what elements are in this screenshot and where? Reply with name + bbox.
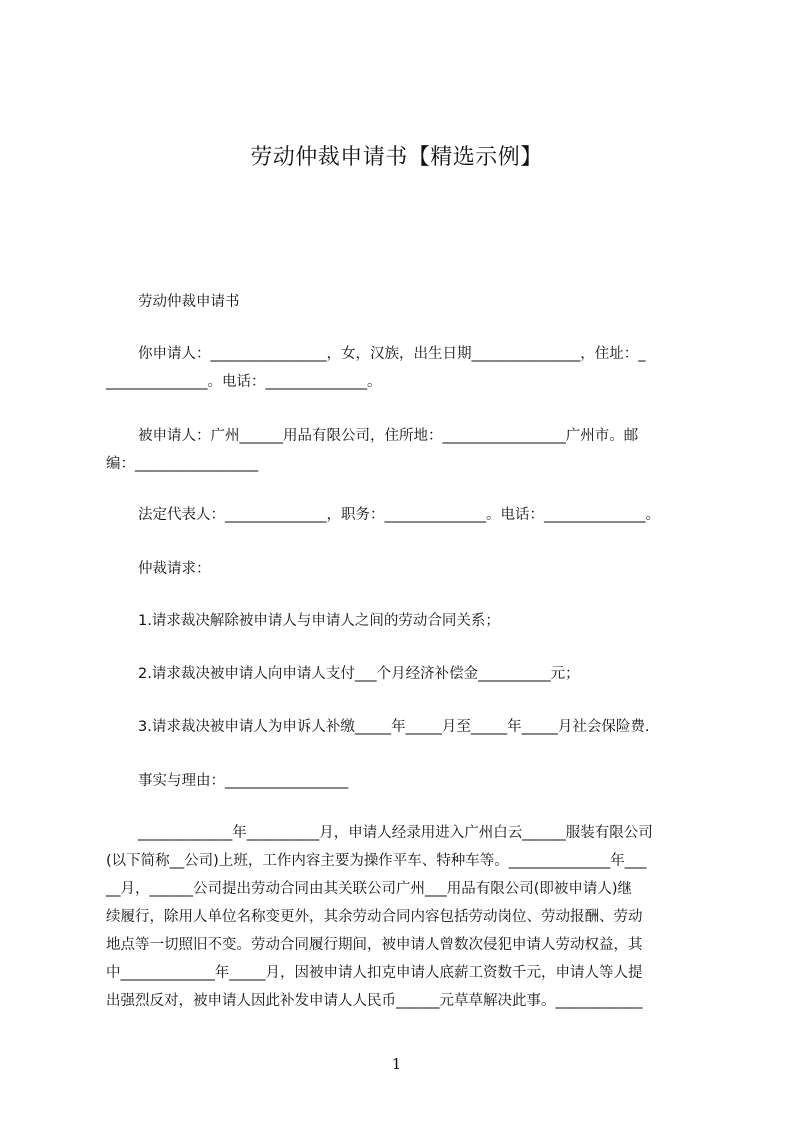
legal-representative-line: 法定代表人：______________，职务：______________。电话：______________。 xyxy=(138,507,660,523)
facts-line: (以下简称__公司)上班，工作内容主要为操作平车、特种车等。______________年___ xyxy=(106,853,647,869)
respondent-paragraph xyxy=(106,422,714,478)
claims-heading: 仲裁请求： xyxy=(138,561,211,577)
respondent-line-1: 被申请人：广州______用品有限公司，住所地：_________________广州市。邮 xyxy=(138,428,639,444)
respondent-line-2: 编：_________________ xyxy=(106,456,259,472)
applicant-line-2: ______________。电话：______________。 xyxy=(106,374,382,390)
section-heading: 劳动仲裁申请书 xyxy=(138,294,240,310)
claim-item-2: 2.请求裁决被申请人向申请人支付___个月经济补偿金__________元； xyxy=(138,666,580,682)
facts-heading: 事实与理由：_________________ xyxy=(138,773,349,789)
facts-line: 中_____________年_____月，因被申请人扣克申请人底薪工资数千元，申请人等人提 xyxy=(106,965,643,981)
facts-paragraph xyxy=(106,819,714,1015)
facts-line: __月，______公司提出劳动合同由其关联公司广州___用品有限公司(即被申请人)继 xyxy=(106,881,633,897)
facts-line: _____________年__________月，申请人经录用进入广州白云______服装有限公司 xyxy=(138,825,653,841)
facts-line: 续履行，除用人单位名称变更外，其余劳动合同内容包括劳动岗位、劳动报酬、劳动 xyxy=(106,909,643,925)
facts-line: 出强烈反对，被申请人因此补发申请人人民币______元草草解决此事。____________ xyxy=(106,993,643,1009)
page-number: 1 xyxy=(391,1055,402,1073)
claim-item-1: 1.请求裁决解除被申请人与申请人之间的劳动合同关系； xyxy=(138,613,500,629)
applicant-line-1: 你申请人：________________，女，汉族，出生日期_______________，住址：_ xyxy=(138,346,646,362)
applicant-paragraph xyxy=(106,340,714,396)
claim-item-3: 3.请求裁决被申请人为申诉人补缴_____年_____月至_____年_____月社会保险费. xyxy=(138,719,650,735)
facts-line: 地点等一切照旧不变。劳动合同履行期间，被申请人曾数次侵犯申请人劳动权益，其 xyxy=(106,937,643,953)
document-title: 劳动仲裁申请书【精选示例】 xyxy=(250,145,543,170)
